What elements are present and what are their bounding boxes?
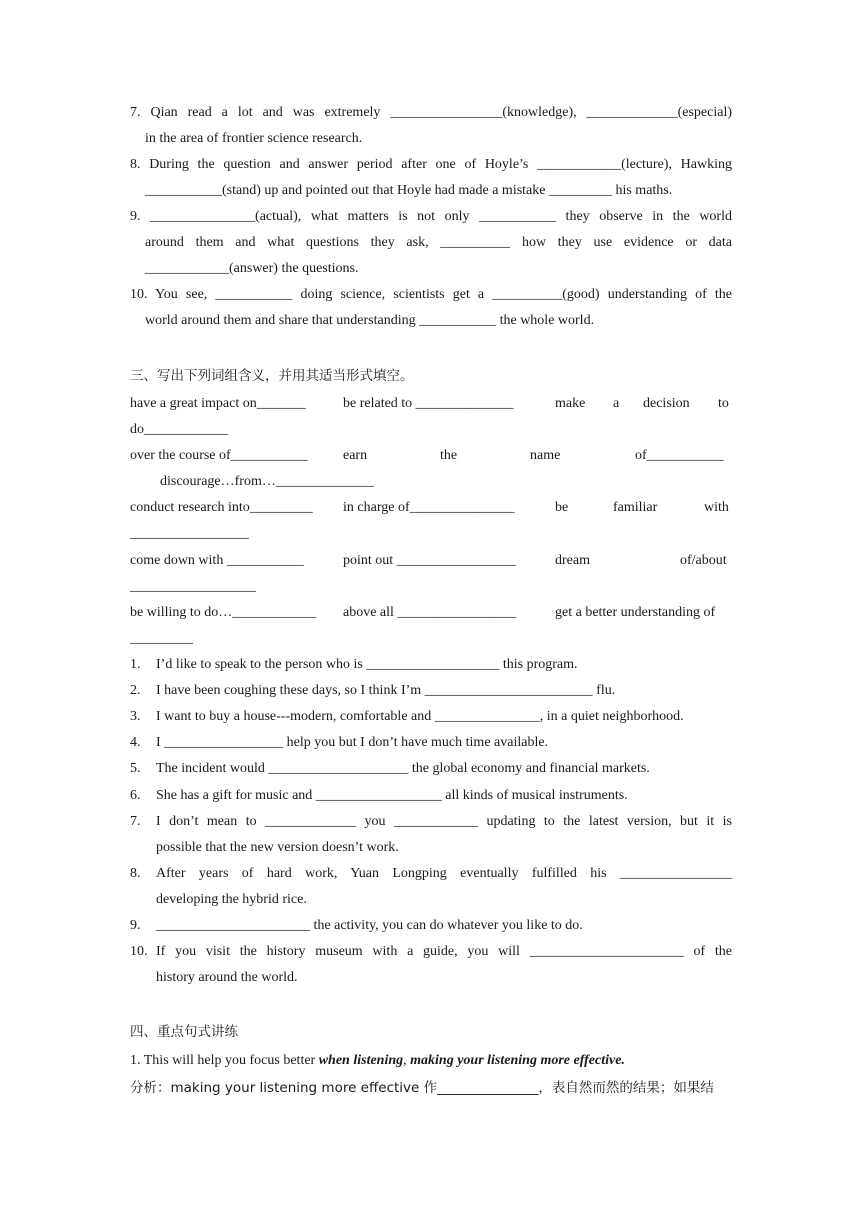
item-number: 7. [130,814,141,829]
phrase-5-word: of___________ [635,448,724,463]
phrase-9-word: familiar [613,500,658,515]
item-number: 5. [130,761,141,776]
phrase-5-word: the [440,448,458,463]
phrase-1: have a great impact on_______ [130,396,306,411]
item-5-text: The incident would ____________________ the global economy and financial markets. [156,761,650,776]
item-8-text-line-1: After years of hard work, Yuan Longping eventually fulfilled his ________________ [156,866,732,881]
phrase-15: get a better understanding of [555,605,716,620]
phrase-5-word: name [530,448,561,463]
phrase-10: come down with ___________ [130,553,304,568]
item-1-text: I’d like to speak to the person who is ___________________ this program. [156,657,578,672]
exercise-10-line-2: world around them and share that understanding ___________ the whole world. [145,313,595,328]
item-2-text: I have been coughing these days, so I think I’m ________________________ flu. [156,683,616,698]
key-sentence-1-comma: , [403,1053,411,1068]
item-10-text-line-2: history around the world. [156,970,298,985]
item-number: 6. [130,788,141,803]
exercise-10-line-1: 10. You see, ___________ doing science, scientists get a __________(good) understanding of the [130,287,732,302]
item-number: 4. [130,735,141,750]
exercise-7-line-2: in the area of frontier science research. [145,131,363,146]
exercise-8-line-2: ___________(stand) up and pointed out that Hoyle had made a mistake _________ his maths. [145,183,673,198]
phrase-14: above all _________________ [343,605,517,620]
phrase-12-word: dream [555,553,590,568]
phrase-2: be related to ______________ [343,396,514,411]
item-6-text: She has a gift for music and __________________ all kinds of musical instruments. [156,788,628,803]
key-sentence-1-prefix: 1. This will help you focus better [130,1053,319,1068]
phrase-13: be willing to do…____________ [130,605,317,620]
item-7-text-line-2: possible that the new version doesn’t work. [156,840,399,855]
item-4-text: I _________________ help you but I don’t have much time available. [156,735,549,750]
item-7-text-line-1: I don’t mean to _____________ you ____________ updating to the latest version, but it is [156,814,732,829]
item-10-text-line-1: If you visit the history museum with a guide, you will ______________________ of the [156,944,732,959]
exercise-9-line-3: ____________(answer) the questions. [145,261,359,276]
section-4-heading: 四、重点句式讲练 [130,1024,238,1040]
phrase-6: discourage…from…______________ [160,474,374,489]
exercise-8-line-1: 8. During the question and answer period after one of Hoyle’s ____________(lecture), Hawking [130,157,732,172]
item-number: 10. [130,944,148,959]
phrase-3-word: to [718,396,729,411]
phrase-9-wrap: _________________ [130,526,249,541]
item-8-text-line-2: developing the hybrid rice. [156,892,307,907]
phrase-8: in charge of_______________ [343,500,515,515]
item-number: 1. [130,657,141,672]
phrase-15-wrap: _________ [130,631,193,646]
phrase-3-word: make [555,396,586,411]
phrase-3-word: decision [643,396,690,411]
exercise-9-line-1: 9. _______________(actual), what matters is not only ___________ they observe in the world [130,209,732,224]
phrase-4: over the course of___________ [130,448,308,463]
phrase-9-word: be [555,500,569,515]
item-number: 3. [130,709,141,724]
item-number: 8. [130,866,141,881]
item-3-text: I want to buy a house---modern, comfortable and _______________, in a quiet neighborhood. [156,709,684,724]
phrase-12-word: of/about [680,553,727,568]
phrase-3-word: a [613,396,620,411]
key-sentence-1-bold-1: when listening [318,1053,404,1068]
key-sentence-1-bold-2: making your listening more effective. [410,1053,625,1068]
phrase-11: point out _________________ [343,553,516,568]
item-number: 2. [130,683,141,698]
phrase-9-word: with [704,500,729,515]
phrase-7: conduct research into_________ [130,500,313,515]
phrase-12-wrap: __________________ [130,579,256,594]
phrase-3-wrap: do____________ [130,422,228,437]
analysis-line: 分析：making your listening more effective 作_______________，表自然而然的结果；如果结 [130,1080,714,1096]
exercise-9-line-2: around them and what questions they ask, __________ how they use evidence or data [145,235,732,250]
exercise-7-line-1: 7. Qian read a lot and was extremely ________________(knowledge), _____________(especial) [130,105,732,120]
key-sentence-1 [130,1051,732,1071]
phrase-5-word: earn [343,448,368,463]
item-number: 9. [130,918,141,933]
section-3-heading: 三、写出下列词组含义，并用其适当形式填空。 [130,368,414,384]
item-9-text: ______________________ the activity, you can do whatever you like to do. [156,918,583,933]
